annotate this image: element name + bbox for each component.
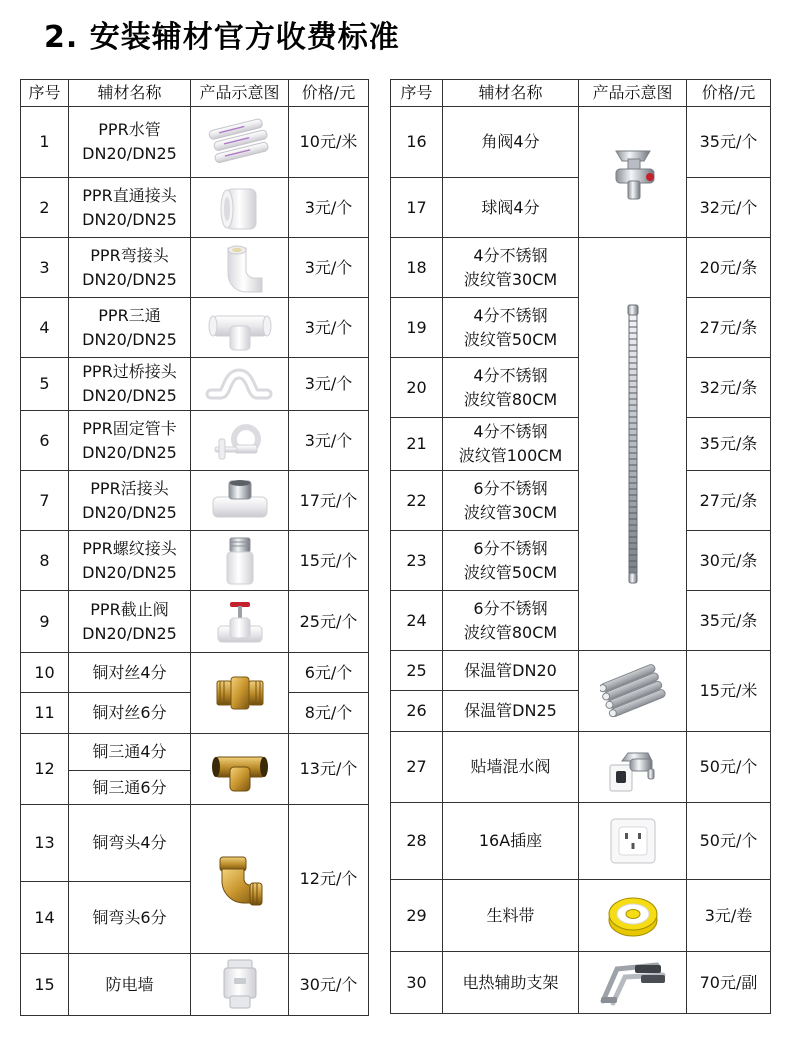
row-no: 23 bbox=[391, 531, 443, 591]
row-name-line1: PPR螺纹接头 bbox=[82, 538, 177, 558]
row-name-line1: 4分不锈钢 bbox=[473, 422, 548, 441]
row-price: 35元/条 bbox=[687, 591, 771, 651]
ppr-elbow-icon bbox=[210, 242, 270, 294]
row-price: 25元/个 bbox=[289, 591, 369, 653]
table-row bbox=[21, 734, 369, 771]
row-no: 28 bbox=[391, 803, 443, 880]
header-name: 辅材名称 bbox=[69, 80, 191, 107]
row-price: 3元/个 bbox=[289, 298, 369, 358]
row-no: 14 bbox=[21, 882, 69, 954]
table-row bbox=[21, 591, 369, 653]
row-price: 35元/条 bbox=[687, 418, 771, 471]
row-no: 8 bbox=[21, 531, 69, 591]
row-name: 16A插座 bbox=[443, 803, 579, 880]
table-row bbox=[391, 880, 771, 952]
row-name-line2: DN20/DN25 bbox=[82, 269, 177, 289]
row-image bbox=[191, 107, 289, 178]
ppr-bridge-icon bbox=[205, 362, 275, 406]
row-name-line2: 波纹管50CM bbox=[463, 562, 558, 582]
row-no: 29 bbox=[391, 880, 443, 952]
row-name-line2: DN20/DN25 bbox=[82, 623, 177, 643]
row-price: 17元/个 bbox=[289, 471, 369, 531]
row-price: 32元/个 bbox=[687, 178, 771, 238]
row-name-line2: DN20/DN25 bbox=[82, 144, 177, 163]
row-image bbox=[579, 803, 687, 880]
table-row bbox=[21, 411, 369, 471]
row-name-line1: 6分不锈钢 bbox=[473, 538, 548, 558]
row-name bbox=[443, 418, 579, 471]
row-name: 生料带 bbox=[443, 880, 579, 952]
row-no: 3 bbox=[21, 238, 69, 298]
row-price: 6元/个 bbox=[289, 653, 369, 693]
row-image bbox=[191, 653, 289, 734]
anti-electric-wall-icon bbox=[216, 958, 264, 1012]
row-name: 铜对丝6分 bbox=[69, 693, 191, 734]
row-price: 3元/个 bbox=[289, 411, 369, 471]
row-image bbox=[191, 298, 289, 358]
row-name: 防电墙 bbox=[69, 954, 191, 1016]
row-no: 22 bbox=[391, 471, 443, 531]
header-name: 辅材名称 bbox=[443, 80, 579, 107]
header-no: 序号 bbox=[21, 80, 69, 107]
table-row bbox=[391, 107, 771, 178]
row-name-line2: 波纹管30CM bbox=[463, 502, 558, 522]
ppr-threaded-icon bbox=[215, 534, 265, 588]
row-name-line1: PPR过桥接头 bbox=[82, 362, 177, 381]
row-no: 20 bbox=[391, 358, 443, 418]
row-no: 15 bbox=[21, 954, 69, 1016]
row-no: 25 bbox=[391, 651, 443, 691]
row-name bbox=[69, 471, 191, 531]
row-name bbox=[443, 531, 579, 591]
row-image bbox=[191, 411, 289, 471]
row-price: 15元/米 bbox=[687, 651, 771, 732]
row-image bbox=[579, 651, 687, 732]
row-name: 贴墙混水阀 bbox=[443, 732, 579, 803]
row-price: 32元/条 bbox=[687, 358, 771, 418]
row-image bbox=[191, 178, 289, 238]
table-row bbox=[21, 954, 369, 1016]
row-name: 铜三通4分 bbox=[69, 734, 191, 771]
ptfe-tape-icon bbox=[603, 890, 663, 942]
row-price: 30元/个 bbox=[289, 954, 369, 1016]
row-price: 35元/个 bbox=[687, 107, 771, 178]
row-no: 7 bbox=[21, 471, 69, 531]
row-name-line1: 6分不锈钢 bbox=[473, 598, 548, 618]
row-name-line2: DN20/DN25 bbox=[82, 562, 177, 582]
copper-elbow-icon bbox=[210, 849, 270, 909]
copper-tee-icon bbox=[210, 743, 270, 795]
table-row bbox=[21, 107, 369, 178]
row-price: 30元/条 bbox=[687, 531, 771, 591]
row-name-line1: 4分不锈钢 bbox=[473, 305, 548, 325]
row-price: 3元/卷 bbox=[687, 880, 771, 952]
table-row bbox=[21, 178, 369, 238]
table-header-row bbox=[391, 80, 771, 107]
row-name: 铜弯头4分 bbox=[69, 805, 191, 882]
row-image bbox=[191, 805, 289, 954]
row-name: 保温管DN20 bbox=[443, 651, 579, 691]
table-row bbox=[21, 531, 369, 591]
ppr-pipe-clip-icon bbox=[207, 417, 273, 465]
row-no: 1 bbox=[21, 107, 69, 178]
row-name bbox=[69, 531, 191, 591]
row-name bbox=[69, 178, 191, 238]
row-name bbox=[69, 238, 191, 298]
row-name: 角阀4分 bbox=[443, 107, 579, 178]
row-name-line1: PPR直通接头 bbox=[82, 185, 177, 205]
ppr-stop-valve-icon bbox=[212, 596, 268, 648]
left-price-table bbox=[20, 79, 369, 1016]
header-no: 序号 bbox=[391, 80, 443, 107]
table-row bbox=[21, 471, 369, 531]
row-name bbox=[69, 298, 191, 358]
table-header-row bbox=[21, 80, 369, 107]
row-no: 12 bbox=[21, 734, 69, 805]
row-price: 27元/条 bbox=[687, 471, 771, 531]
row-name-line1: PPR三通 bbox=[98, 305, 161, 325]
ppr-straight-coupling-icon bbox=[210, 183, 270, 233]
row-name-line1: PPR截止阀 bbox=[90, 599, 169, 619]
table-row bbox=[21, 805, 369, 882]
row-no: 9 bbox=[21, 591, 69, 653]
row-image bbox=[191, 358, 289, 411]
row-image bbox=[191, 591, 289, 653]
row-price: 3元/个 bbox=[289, 178, 369, 238]
row-price: 10元/米 bbox=[289, 107, 369, 178]
row-name bbox=[69, 591, 191, 653]
row-name: 铜弯头6分 bbox=[69, 882, 191, 954]
row-name bbox=[443, 358, 579, 418]
row-name: 铜对丝4分 bbox=[69, 653, 191, 693]
header-price: 价格/元 bbox=[687, 80, 771, 107]
row-price: 13元/个 bbox=[289, 734, 369, 805]
copper-nipple-icon bbox=[211, 671, 269, 715]
row-name-line2: 波纹管100CM bbox=[458, 446, 563, 465]
row-name: 保温管DN25 bbox=[443, 691, 579, 732]
row-price: 12元/个 bbox=[289, 805, 369, 954]
row-name bbox=[443, 471, 579, 531]
row-name bbox=[69, 358, 191, 411]
ppr-union-icon bbox=[207, 475, 273, 527]
row-no: 6 bbox=[21, 411, 69, 471]
row-price: 8元/个 bbox=[289, 693, 369, 734]
row-image bbox=[191, 238, 289, 298]
row-name-line2: 波纹管50CM bbox=[463, 329, 558, 349]
row-name-line1: PPR固定管卡 bbox=[82, 418, 177, 438]
row-name: 球阀4分 bbox=[443, 178, 579, 238]
row-no: 26 bbox=[391, 691, 443, 732]
table-row bbox=[21, 653, 369, 693]
row-name-line2: DN20/DN25 bbox=[82, 502, 177, 522]
row-name-line1: 4分不锈钢 bbox=[473, 365, 548, 385]
row-name bbox=[69, 411, 191, 471]
power-socket-icon bbox=[605, 813, 661, 869]
row-name bbox=[443, 238, 579, 298]
row-price: 70元/副 bbox=[687, 952, 771, 1014]
row-no: 5 bbox=[21, 358, 69, 411]
row-price: 3元/个 bbox=[289, 238, 369, 298]
table-row bbox=[21, 358, 369, 411]
heater-bracket-icon bbox=[595, 957, 671, 1009]
row-name-line2: DN20/DN25 bbox=[82, 329, 177, 349]
row-name-line2: DN20/DN25 bbox=[82, 209, 177, 229]
header-price: 价格/元 bbox=[289, 80, 369, 107]
ppr-pipe-icon bbox=[208, 116, 272, 168]
row-no: 19 bbox=[391, 298, 443, 358]
row-name-line2: 波纹管80CM bbox=[463, 622, 558, 642]
row-no: 2 bbox=[21, 178, 69, 238]
table-row bbox=[21, 238, 369, 298]
row-no: 24 bbox=[391, 591, 443, 651]
row-price: 3元/个 bbox=[289, 358, 369, 411]
row-name-line1: 6分不锈钢 bbox=[473, 478, 548, 498]
row-name: 铜三通6分 bbox=[69, 771, 191, 805]
row-name-line2: DN20/DN25 bbox=[82, 442, 177, 462]
table-row bbox=[391, 952, 771, 1014]
row-image bbox=[191, 734, 289, 805]
row-no: 10 bbox=[21, 653, 69, 693]
row-name-line2: 波纹管30CM bbox=[463, 269, 558, 289]
ppr-tee-icon bbox=[204, 302, 276, 354]
row-price: 15元/个 bbox=[289, 531, 369, 591]
table-row bbox=[391, 803, 771, 880]
wall-mixer-valve-icon bbox=[600, 739, 666, 795]
row-name-line1: PPR活接头 bbox=[90, 478, 169, 498]
row-image bbox=[579, 880, 687, 952]
row-image bbox=[579, 107, 687, 238]
row-name-line2: DN20/DN25 bbox=[82, 386, 177, 405]
table-row bbox=[21, 298, 369, 358]
row-name: 电热辅助支架 bbox=[443, 952, 579, 1014]
table-row bbox=[391, 651, 771, 691]
row-name-line1: PPR水管 bbox=[98, 120, 161, 139]
row-name bbox=[69, 107, 191, 178]
row-no: 21 bbox=[391, 418, 443, 471]
row-image bbox=[579, 732, 687, 803]
row-no: 11 bbox=[21, 693, 69, 734]
row-no: 27 bbox=[391, 732, 443, 803]
row-name bbox=[443, 298, 579, 358]
row-price: 50元/个 bbox=[687, 732, 771, 803]
row-name-line2: 波纹管80CM bbox=[463, 389, 558, 409]
row-no: 16 bbox=[391, 107, 443, 178]
page-title: 2. 安装辅材官方收费标准 bbox=[44, 20, 400, 55]
row-name bbox=[443, 591, 579, 651]
row-image bbox=[191, 954, 289, 1016]
row-no: 18 bbox=[391, 238, 443, 298]
row-image bbox=[191, 531, 289, 591]
table-row bbox=[391, 732, 771, 803]
row-no: 17 bbox=[391, 178, 443, 238]
row-no: 13 bbox=[21, 805, 69, 882]
header-image: 产品示意图 bbox=[191, 80, 289, 107]
row-image bbox=[579, 238, 687, 651]
row-no: 30 bbox=[391, 952, 443, 1014]
header-image: 产品示意图 bbox=[579, 80, 687, 107]
angle-valve-icon bbox=[598, 137, 668, 207]
row-name-line1: PPR弯接头 bbox=[90, 245, 169, 265]
row-price: 20元/条 bbox=[687, 238, 771, 298]
row-image bbox=[191, 471, 289, 531]
row-price: 50元/个 bbox=[687, 803, 771, 880]
right-price-table bbox=[390, 79, 771, 1014]
bellows-hose-icon bbox=[618, 303, 648, 585]
row-no: 4 bbox=[21, 298, 69, 358]
row-name-line1: 4分不锈钢 bbox=[473, 245, 548, 265]
insulation-pipe-icon bbox=[600, 663, 666, 719]
table-row bbox=[391, 238, 771, 298]
row-image bbox=[579, 952, 687, 1014]
row-price: 27元/条 bbox=[687, 298, 771, 358]
